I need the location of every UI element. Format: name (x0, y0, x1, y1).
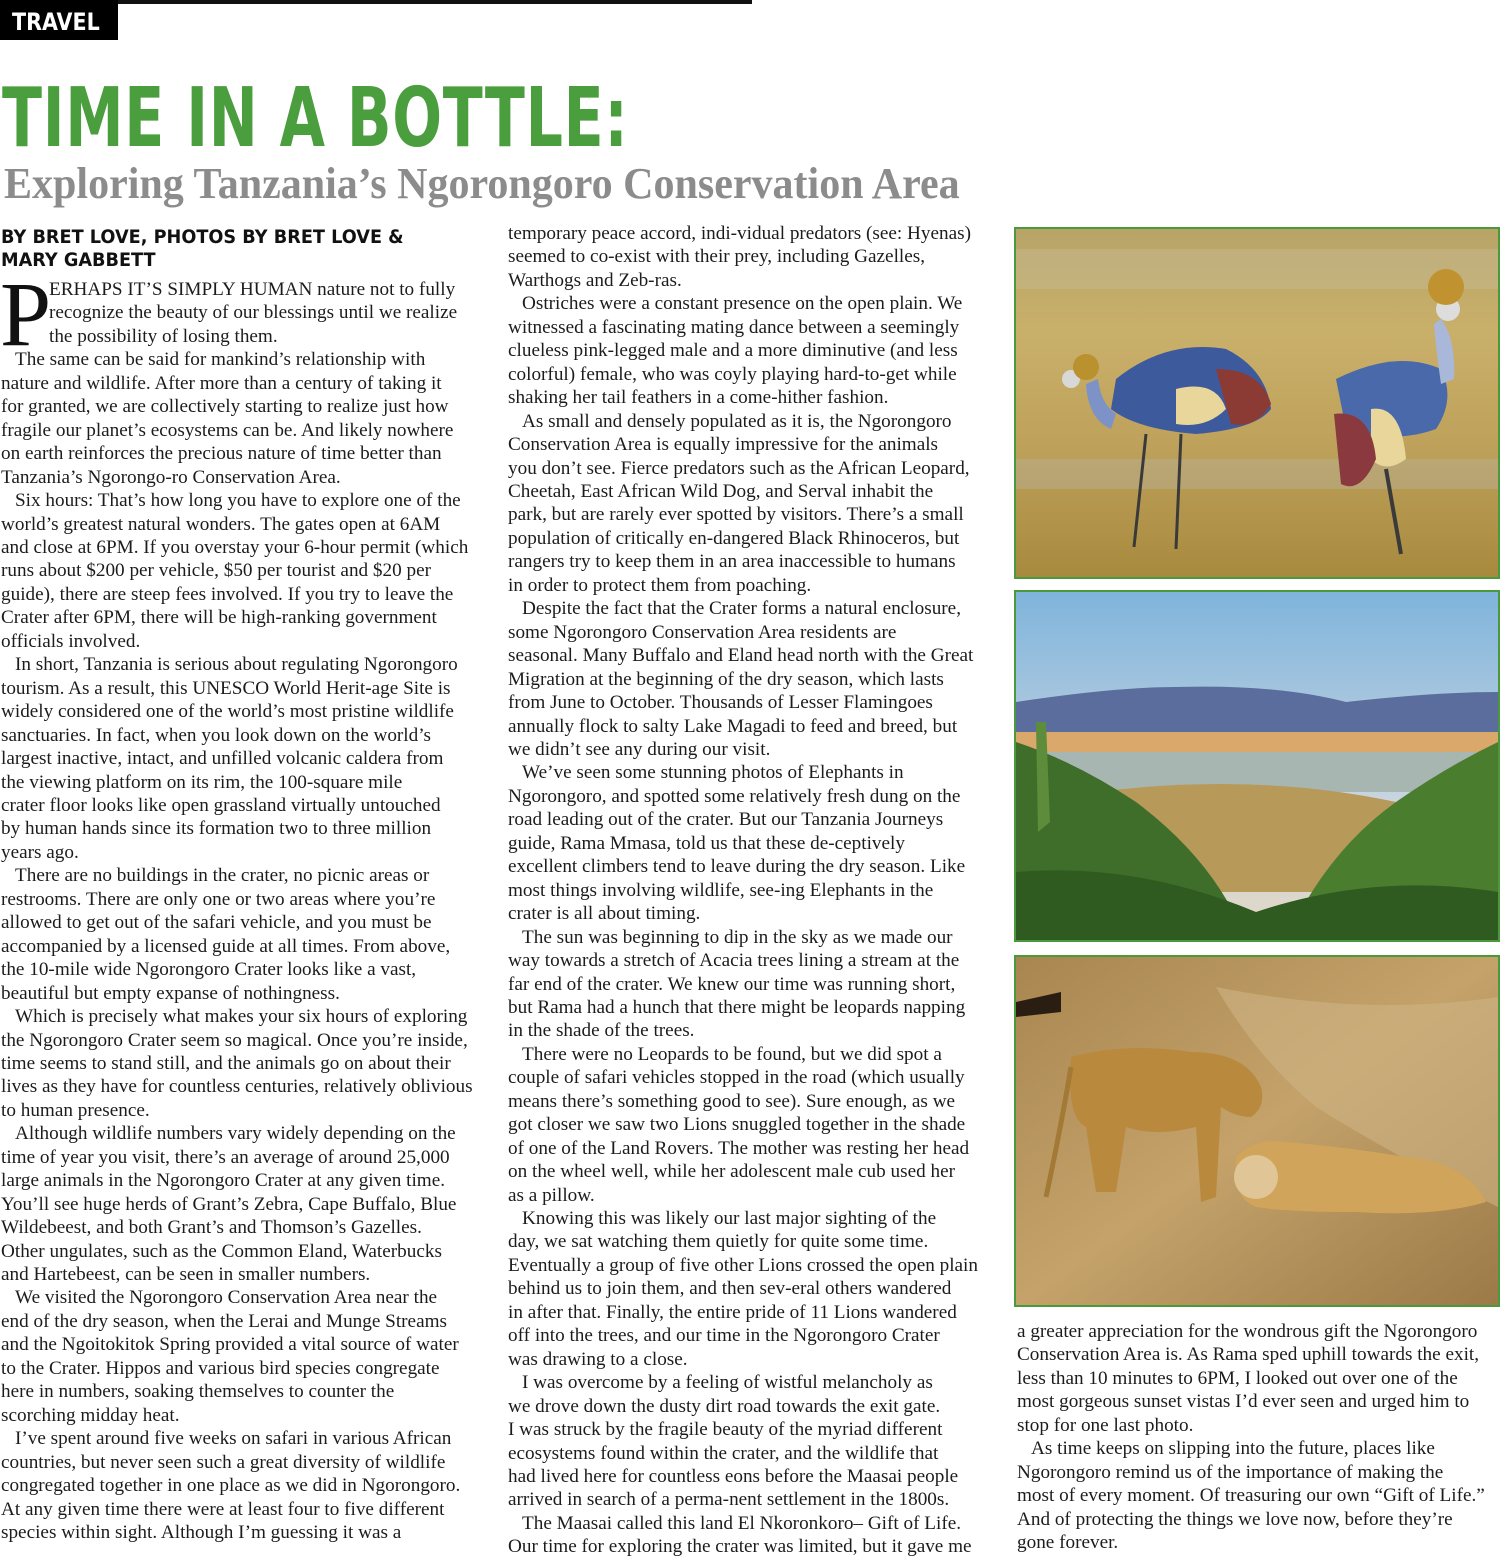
text-line: fragile our planet’s ecosystems can be. And likely nowhere (1, 419, 454, 441)
subtitle: Exploring Tanzania’s Ngorongoro Conservation Area (4, 159, 960, 208)
paragraph (508, 1207, 1000, 1371)
text-line: less than 10 minutes to 6PM, I looked out over one of the (1017, 1367, 1458, 1389)
text-line: officials involved. (1, 630, 141, 652)
text-line: the possibility of losing them. (49, 325, 278, 347)
text-line: of one of the Land Rovers. The mother was resting her head (508, 1137, 970, 1159)
text-line: in the shade of the trees. (508, 1020, 695, 1042)
text-line: sanctuaries. In fact, when you look down on the world’s (1, 724, 432, 746)
byline-line: MARY GABBETT (1, 249, 156, 271)
text-line: scorching midday heat. (1, 1404, 180, 1426)
text-line: The Maasai called this land El Nkoronkoro– Gift of Life. (522, 1512, 962, 1534)
text-line: species within sight. Although I’m guessing it was a (1, 1522, 402, 1544)
paragraph (508, 222, 1000, 292)
text-line: tourism. As a result, this UNESCO World Herit-age Site is (1, 677, 451, 699)
photo-crowned-cranes (1014, 227, 1500, 579)
text-line: years ago. (1, 841, 79, 863)
text-line: the 10-mile wide Ngorongoro Crater looks like a vast, (1, 959, 417, 981)
text-line: most gorgeous sunset vistas I’d ever seen and urged him to (1017, 1391, 1470, 1413)
text-line: witnessed a fascinating mating dance between a seemingly (508, 316, 960, 338)
paragraph (1, 489, 491, 653)
section-tag (0, 0, 118, 40)
text-line: Warthogs and Zeb-ras. (508, 269, 682, 291)
paragraph (508, 597, 1000, 761)
text-line: some Ngorongoro Conservation Area residents are (508, 621, 897, 643)
text-line: we didn’t see any during our visit. (508, 738, 771, 760)
text-line: on the wheel well, while her adolescent male cub used her (508, 1161, 956, 1183)
text-line: and close at 6PM. If you overstay your 6-hour permit (which (1, 536, 469, 558)
text-line: annually flock to salty Lake Magadi to feed and breed, but (508, 715, 958, 737)
text-line: had lived here for countless eons before the Maasai people (508, 1466, 959, 1488)
text-line: gone forever. (1017, 1532, 1119, 1554)
article-column-3 (1017, 1320, 1500, 1555)
text-line: Conservation Area is equally impressive for the animals (508, 434, 939, 456)
text-line: the viewing platform on its rim, the 100-square mile (1, 771, 403, 793)
byline-line: BY BRET LOVE, PHOTOS BY BRET LOVE & (1, 226, 404, 248)
paragraph (1, 348, 491, 489)
text-line: lives as they have for countless centuries, relatively oblivious (1, 1076, 473, 1098)
text-line: but Rama had a hunch that there might be leopards napping (508, 996, 966, 1018)
text-line: Although wildlife numbers vary widely depending on the (15, 1123, 456, 1145)
text-line: guide), there are steep fees involved. If you try to leave the (1, 583, 454, 605)
paragraph (508, 292, 1000, 409)
text-line: In short, Tanzania is serious about regulating Ngorongoro (15, 654, 458, 676)
text-line: guide, Rama Mmasa, told us that these de-ceptively (508, 832, 905, 854)
text-line: I was struck by the fragile beauty of the myriad different (508, 1419, 943, 1441)
text-line: and Hartebeest, can be seen in smaller numbers. (1, 1264, 371, 1286)
text-line: clueless pink-legged male and a more diminutive (and less (508, 340, 958, 362)
text-line: crater is all about timing. (508, 903, 701, 925)
text-line: for granted, we are collectively starting to realize just how (1, 396, 449, 418)
paragraph (1017, 1320, 1500, 1437)
article-column-2 (508, 222, 1000, 1559)
text-line: Eventually a group of five other Lions crossed the open plain (508, 1254, 978, 1276)
text-line: end of the dry season, when the Lerai and Munge Streams (1, 1310, 447, 1332)
text-line: As small and densely populated as it is, the Ngorongoro (522, 410, 952, 432)
text-line: shaking her tail feathers in a come-hither fashion. (508, 387, 889, 409)
text-line: far end of the crater. We knew our time was running short, (508, 973, 956, 995)
text-line: the Ngorongoro Crater seem so magical. Once you’re inside, (1, 1029, 468, 1051)
text-line: in after that. Finally, the entire pride of 11 Lions wandered (508, 1301, 957, 1323)
text-line: I was overcome by a feeling of wistful melancholy as (522, 1372, 933, 1394)
text-line: ecosystems found within the crater, and the wildlife that (508, 1442, 939, 1464)
paragraph (1, 653, 491, 864)
text-line: The same can be said for mankind’s relationship with (15, 349, 426, 371)
paragraph (508, 761, 1000, 925)
photo-lions (1014, 955, 1500, 1307)
text-line: Tanzania’s Ngorongo-ro Conservation Area. (1, 466, 341, 488)
text-line: in order to protect them from poaching. (508, 574, 812, 596)
text-line: beautiful but empty expanse of nothingness. (1, 982, 340, 1004)
article-column-1 (1, 226, 491, 1544)
text-line: And of protecting the things we love now, before they’re (1017, 1508, 1453, 1530)
text-line: temporary peace accord, indi-vidual predators (see: Hyenas) (508, 223, 971, 244)
text-line: large animals in the Ngorongoro Crater at any given time. (1, 1170, 446, 1192)
text-line: accompanied by a licensed guide at all times. From above, (1, 935, 451, 957)
text-line: excellent climbers tend to leave during the dry season. Like (508, 856, 966, 878)
text-line: day, we sat watching them quietly for quite some time. (508, 1231, 929, 1253)
text-line: couple of safari vehicles stopped in the road (which usually (508, 1067, 965, 1089)
text-line: most of every moment. Of treasuring our own “Gift of Life.” (1017, 1485, 1485, 1507)
paragraph (508, 1043, 1000, 1207)
text-line: Wildebeest, and both Grant’s and Thomson’s Gazelles. (1, 1217, 422, 1239)
text-line: way towards a stretch of Acacia trees lining a stream at the (508, 950, 960, 972)
text-line: countries, but never seen such a great diversity of wildlife (1, 1451, 446, 1473)
text-line: here in numbers, soaking themselves to counter the (1, 1381, 395, 1403)
lions-image (1016, 957, 1498, 1305)
text-line: recognize the beauty of our blessings until we realize (49, 302, 458, 324)
paragraph (508, 410, 1000, 598)
text-line: park, but are rarely ever spotted by visitors. There’s a small (508, 504, 964, 526)
text-line: Despite the fact that the Crater forms a natural enclosure, (522, 598, 961, 620)
text-line: seemed to co-exist with their prey, including Gazelles, (508, 246, 926, 268)
crowned-cranes-image (1016, 229, 1498, 577)
text-line: by human hands since its formation two to three million (1, 818, 432, 840)
text-line: stop for one last photo. (1017, 1414, 1194, 1436)
text-line: Migration at the beginning of the dry season, which lasts (508, 668, 944, 690)
text-line: The sun was beginning to dip in the sky as we made our (522, 926, 953, 948)
text-line: We’ve seen some stunning photos of Elephants in (522, 762, 904, 784)
text-line: crater floor looks like open grassland virtually untouched (1, 794, 441, 816)
text-line: to human presence. (1, 1099, 150, 1121)
text-line: Six hours: That’s how long you have to explore one of the (15, 490, 461, 512)
paragraph (1, 1427, 491, 1544)
text-line: Ngorongoro, and spotted some relatively fresh dung on the (508, 785, 961, 807)
text-line: allowed to get out of the safari vehicle, and you must be (1, 912, 432, 934)
paragraph (1, 1005, 491, 1122)
section-tag-label: TRAVEL (12, 8, 100, 36)
text-line: At any given time there were at least four to five different (1, 1498, 445, 1520)
text-line: I’ve spent around five weeks on safari in various African (15, 1428, 452, 1450)
text-line: nature and wildlife. After more than a century of taking it (1, 372, 442, 394)
text-line: and the Ngoitokitok Spring provided a vital source of water (1, 1334, 459, 1356)
text-line: Which is precisely what makes your six hours of exploring (15, 1006, 468, 1028)
text-line: There are no buildings in the crater, no picnic areas or (15, 865, 430, 887)
text-line: As time keeps on slipping into the future, places like (1031, 1438, 1435, 1460)
byline (1, 226, 457, 272)
text-line: We visited the Ngorongoro Conservation Area near the (15, 1287, 438, 1309)
text-line: as a pillow. (508, 1184, 595, 1206)
text-line: off into the trees, and our time in the Ngorongoro Crater (508, 1325, 940, 1347)
text-line: arrived in search of a perma-nent settlement in the 1800s. (508, 1489, 950, 1511)
text-line: on earth reinforces the precious nature of time better than (1, 443, 442, 465)
text-line: road leading out of the crater. But our Tanzania Journeys (508, 809, 944, 831)
text-line: a greater appreciation for the wondrous gift the Ngorongoro (1017, 1321, 1478, 1342)
text-line: widely considered one of the world’s most pristine wildlife (1, 701, 454, 723)
headline: TIME IN A BOTTLE: (2, 71, 629, 166)
text-line: time of year you visit, there’s an average of around 25,000 (1, 1146, 450, 1168)
text-line: ERHAPS IT’S SIMPLY HUMAN nature not to fully (49, 279, 456, 300)
text-line: to the Crater. Hippos and various bird species congregate (1, 1357, 440, 1379)
text-line: Our time for exploring the crater was limited, but it gave me (508, 1536, 972, 1558)
column-body (1017, 1320, 1500, 1555)
crater-vista-image (1016, 592, 1498, 940)
text-line: population of critically en-dangered Black Rhinoceros, but (508, 527, 960, 549)
text-line: congregated together in one place as we did in Ngorongoro. (1, 1475, 461, 1497)
text-line: Ngorongoro remind us of the importance of making the (1017, 1461, 1444, 1483)
text-line: Ostriches were a constant presence on the open plain. We (522, 293, 963, 315)
text-line: Cheetah, East African Wild Dog, and Serval inhabit the (508, 480, 934, 502)
text-line: was drawing to a close. (508, 1348, 688, 1370)
text-line: restrooms. There are only one or two areas where you’re (1, 888, 436, 910)
text-line: colorful) female, who was coyly playing hard-to-get while (508, 363, 957, 385)
text-line: runs about $200 per vehicle, $50 per tourist and $20 per (1, 560, 432, 582)
paragraph (1, 864, 491, 1005)
paragraph (1, 1122, 491, 1286)
text-line: seasonal. Many Buffalo and Eland head north with the Great (508, 645, 974, 667)
column-body (508, 222, 1000, 1559)
paragraph (1, 1286, 491, 1427)
text-line: Conservation Area is. As Rama sped uphill towards the exit, (1017, 1344, 1480, 1366)
text-line: means there’s something good to see). Sure enough, as we (508, 1090, 956, 1112)
photo-crater-vista (1014, 590, 1500, 942)
text-line: from June to October. Thousands of Lesser Flamingoes (508, 692, 933, 714)
text-line: got closer we saw two Lions snuggled together in the shade (508, 1114, 966, 1136)
paragraph (508, 1371, 1000, 1512)
text-line: There were no Leopards to be found, but we did spot a (522, 1043, 942, 1065)
paragraph (1017, 1437, 1500, 1554)
text-line: you don’t see. Fierce predators such as the African Leopard, (508, 457, 970, 479)
paragraph (508, 1512, 1000, 1559)
column-body (1, 348, 491, 1544)
text-line: behind us to join them, and then sev-eral others wandered (508, 1278, 952, 1300)
text-line: Other ungulates, such as the Common Eland, Waterbucks (1, 1240, 442, 1262)
text-line: Knowing this was likely our last major sighting of the (522, 1208, 937, 1230)
text-line: largest inactive, intact, and unfilled volcanic caldera from (1, 748, 444, 770)
text-line: You’ll see huge herds of Grant’s Zebra, Cape Buffalo, Blue (1, 1193, 457, 1215)
text-line: most things involving wildlife, see-ing Elephants in the (508, 879, 934, 901)
paragraph (508, 926, 1000, 1043)
text-line: world’s greatest natural wonders. The gates open at 6AM (1, 513, 441, 535)
text-line: Crater after 6PM, there will be high-ranking government (1, 607, 437, 629)
text-line: time seems to stand still, and the animals go on about their (1, 1052, 451, 1074)
text-line: rangers try to keep them in an area inaccessible to humans (508, 551, 956, 573)
drop-cap: P (0, 263, 52, 365)
text-line: we drove down the dusty dirt road towards the exit gate. (508, 1395, 941, 1417)
